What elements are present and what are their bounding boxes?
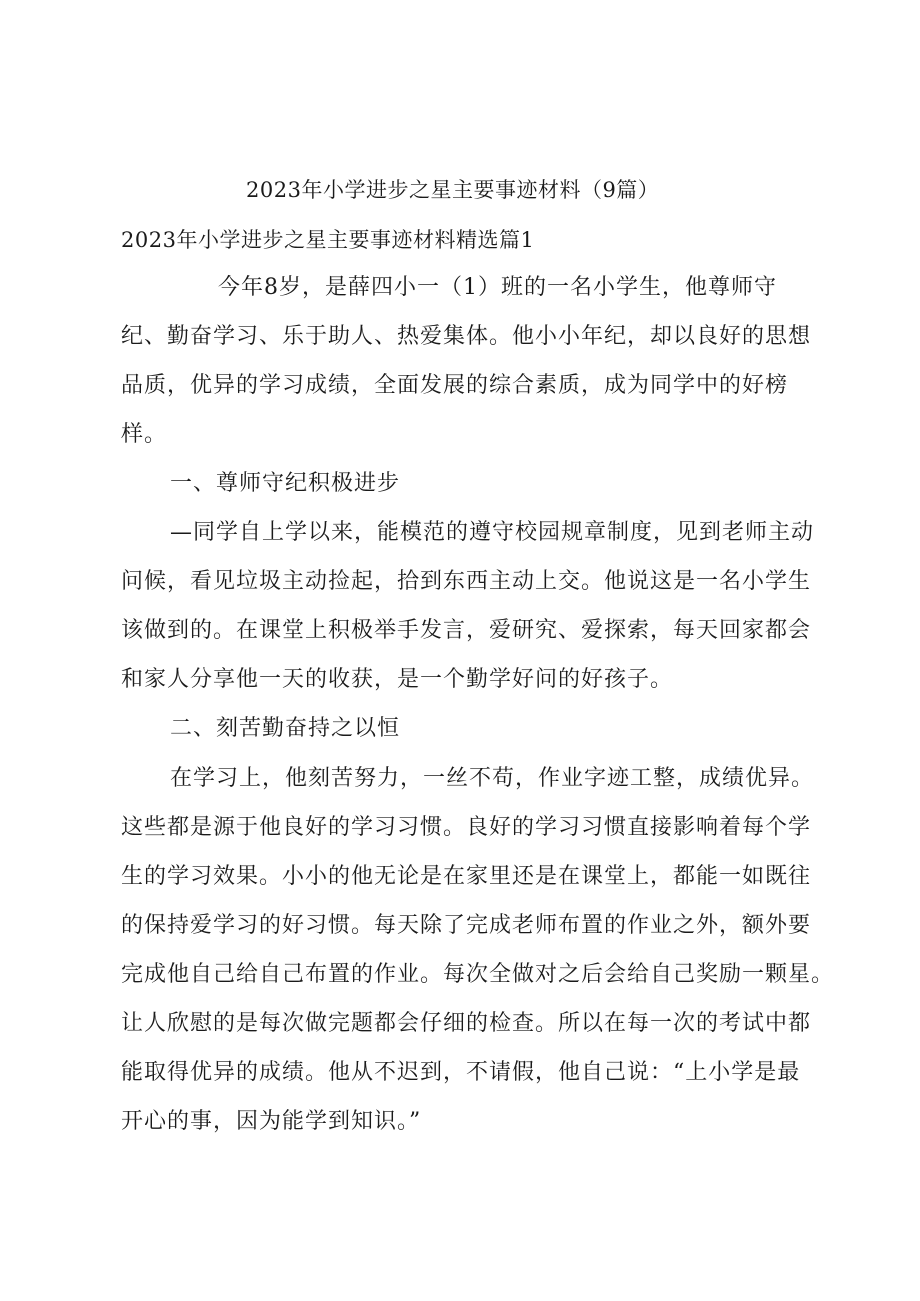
paragraph-line: 该做到的。在课堂上积极举手发言，爱研究、爱探索，每天回家都会 — [121, 618, 812, 643]
paragraph-line: 这些都是源于他良好的学习习惯。良好的学习习惯直接影响着每个学 — [121, 815, 812, 840]
paragraph-line: 纪、勤奋学习、乐于助人、热爱集体。他小小年纪，却以良好的思想 — [121, 324, 812, 349]
section-heading: 2023年小学进步之星主要事迹材料精选篇1 — [121, 228, 535, 252]
paragraph-line: 和家人分享他一天的收获，是一个勤学好问的好孩子。 — [121, 667, 674, 692]
subsection-heading: 一、尊师守纪积极进步 — [170, 471, 401, 496]
paragraph-line: 的保持爱学习的好习惯。每天除了完成老师布置的作业之外，额外要 — [121, 913, 812, 938]
paragraph-line: —同学自上学以来，能模范的遵守校园规章制度，见到老师主动 — [170, 520, 815, 545]
paragraph-line: 品质，优异的学习成绩，全面发展的综合素质，成为同学中的好榜 — [121, 373, 789, 398]
paragraph-line: 问候，看见垃圾主动捡起，拾到东西主动上交。他说这是一名小学生 — [121, 569, 812, 594]
document-title: 2023年小学进步之星主要事迹材料（9篇） — [246, 178, 660, 202]
paragraph-line: 能取得优异的成绩。他从不迟到，不请假，他自己说：“上小学是最 — [121, 1060, 801, 1085]
paragraph-line: 样。 — [121, 422, 168, 447]
paragraph-line: 生的学习效果。小小的他无论是在家里还是在课堂上，都能一如既往 — [121, 864, 812, 889]
paragraph-line: 让人欣慰的是每次做完题都会仔细的检查。所以在每一次的考试中都 — [121, 1011, 812, 1036]
subsection-heading: 二、刻苦勤奋持之以恒 — [170, 716, 401, 741]
paragraph-line: 今年8岁，是薛四小一（1）班的一名小学生，他尊师守 — [218, 275, 777, 300]
paragraph-line: 完成他自己给自己布置的作业。每次全做对之后会给自己奖励一颗星。 — [121, 962, 835, 987]
paragraph-line: 在学习上，他刻苦努力，一丝不苟，作业字迹工整，成绩优异。 — [170, 766, 815, 791]
paragraph-line: 开心的事，因为能学到知识。” — [121, 1109, 422, 1134]
